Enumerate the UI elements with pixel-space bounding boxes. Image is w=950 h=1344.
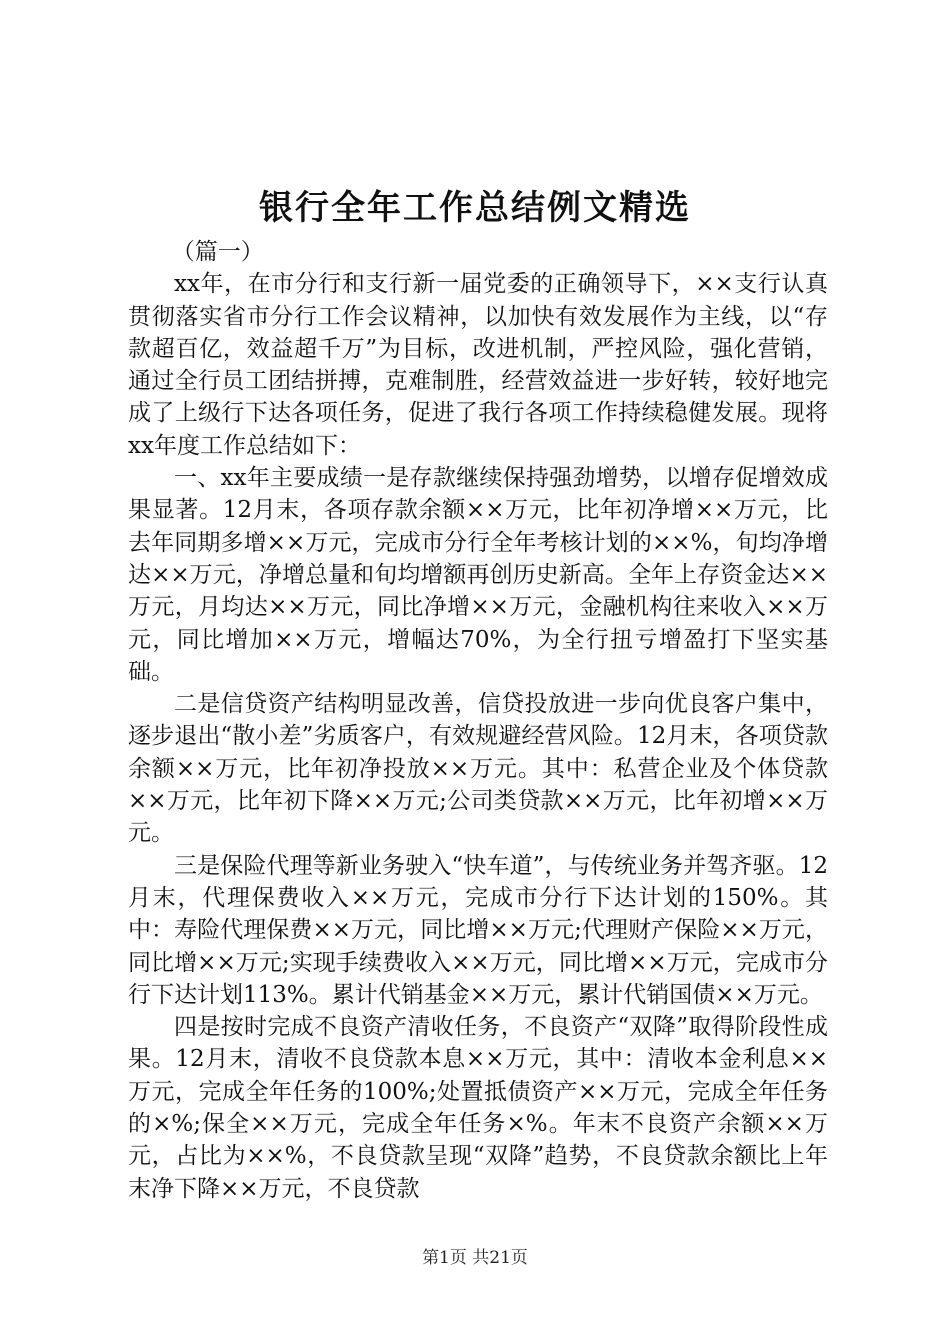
paragraph-intro: xx年，在市分行和支行新一届党委的正确领导下，××支行认真贯彻落实省市分行工作会议精神，以加快有效发展作为主线，以“存款超百亿，效益超千万”为目标，改进机制，严控风险，强化营销，通过全行员工团结拼搏，克难制胜，经营效益进一步好转，较好地完成了上级行下达各项任务，促进了我行各项工作持续稳健发展。现将xx年度工作总结如下： bbox=[128, 271, 828, 459]
paragraph-deposits: 一、xx年主要成绩一是存款继续保持强劲增势，以增存促增效成果显著。12月末，各项存款余额××万元，比年初净增××万元，比去年同期多增××万元，完成市分行全年考核计划的××%，旬均净增达××万元，净增总量和旬均增额再创历史新高。全年上存资金达××万元，月均达××万元，同比净增××万元，金融机构往来收入××万元，同比增加××万元，增幅达70%，为全行扭亏增盈打下坚实基础。 bbox=[128, 465, 828, 685]
document-title: 银行全年工作总结例文精选 bbox=[259, 188, 691, 228]
page-indicator: 第1页 共21页 bbox=[422, 1248, 528, 1268]
paragraph-credit: 二是信贷资产结构明显改善，信贷投放进一步向优良客户集中，逐步退出“散小差”劣质客户，有效规避经营风险。12月末，各项贷款余额××万元，比年初净投放××万元。其中：私营企业及个体贷款××万元，比年初下降××万元;公司类贷款××万元，比年初增××万元。 bbox=[128, 691, 828, 847]
paragraph-nonperforming: 四是按时完成不良资产清收任务，不良资产“双降”取得阶段性成果。12月末，清收不良贷款本息××万元，其中：清收本金利息××万元，完成全年任务的100%;处置抵债资产××万元，完成全年任务的×%;保全××万元，完成全年任务×%。年末不良资产余额××万元，占比为××%，不良贷款呈现“双降”趋势，不良贷款余额比上年末净下降××万元，不良贷款 bbox=[128, 1014, 828, 1202]
section-label: （篇一） bbox=[171, 239, 264, 265]
paragraph-insurance: 三是保险代理等新业务驶入“快车道”，与传统业务并驾齐驱。12月末，代理保费收入××万元，完成市分行下达计划的150%。其中：寿险代理保费××万元，同比增××万元;代理财产保险××万元，同比增××万元;实现手续费收入××万元，同比增××万元，完成市分行下达计划113%。累计代销基金××万元，累计代销国债××万元。 bbox=[128, 852, 828, 1008]
document-body bbox=[128, 236, 828, 1205]
